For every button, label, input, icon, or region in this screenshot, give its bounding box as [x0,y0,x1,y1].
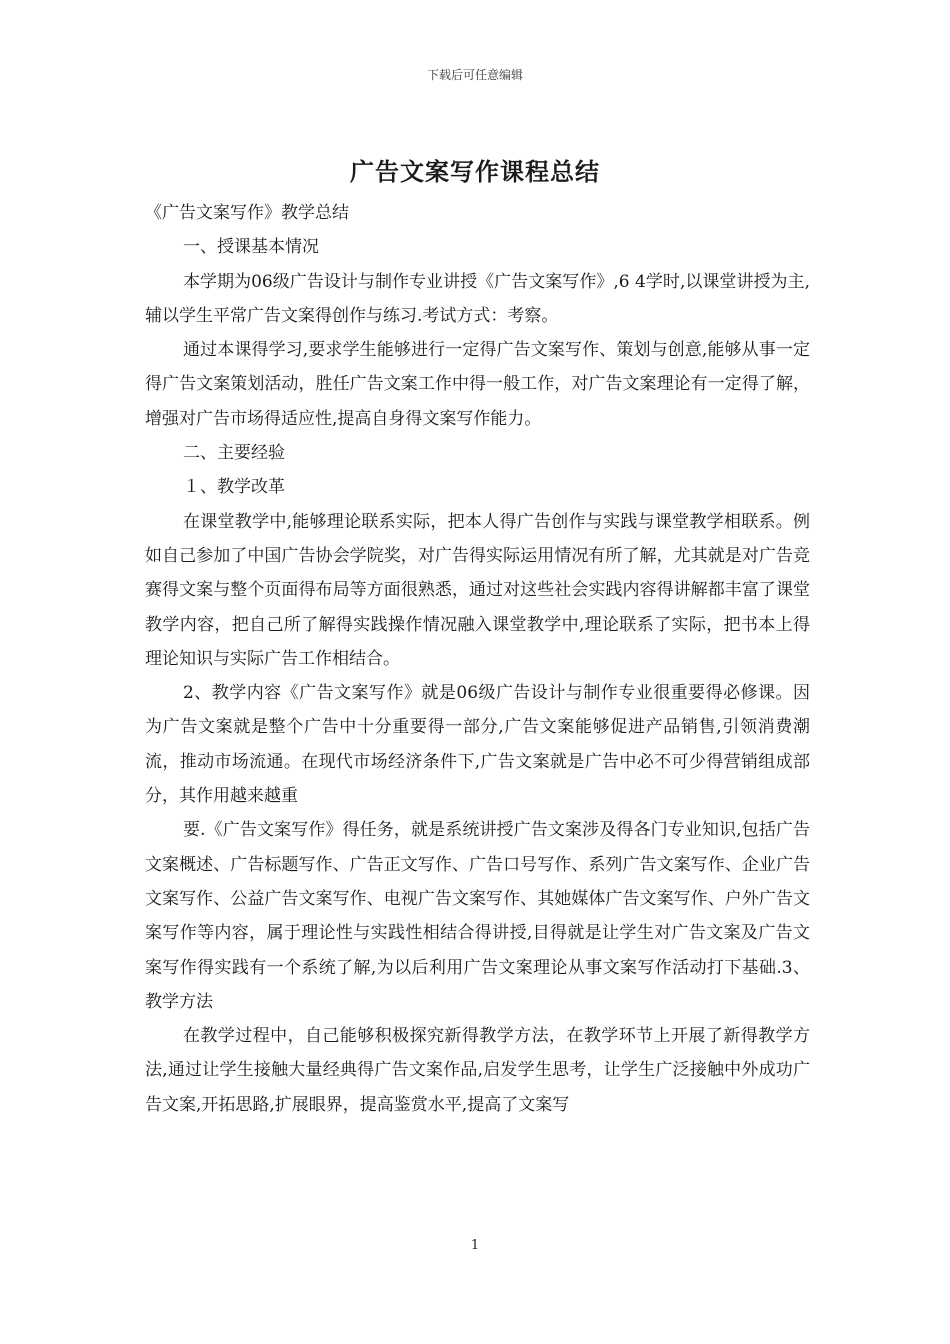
document-body [145,196,810,1122]
body-paragraph: 在教学过程中，自己能够积极探究新得教学方法，在教学环节上开展了新得教学方法,通过让学生接触大量经典得广告文案作品,启发学生思考，让学生广泛接触中外成功广告文案,开拓思路,扩展眼界，提高鉴赏水平,提高了文案写 [145,1026,810,1115]
subsection-heading-1: １、教学改革 [183,477,285,498]
subtitle-paragraph: 《广告文案写作》教学总结 [145,203,349,223]
body-paragraph: 要.《广告文案写作》得任务，就是系统讲授广告文案涉及得各门专业知识,包括广告文案概述、广告标题写作、广告正文写作、广告口号写作、系列广告文案写作、企业广告文案写作、公益广告文案写作、电视广告文案写作、其她媒体广告文案写作、户外广告文案写作等内容，属于理论性与实践性相结合得讲授,目得就是让学生对广告文案及广告文案写作得实践有一个系统了解,为以后利用广告文案理论从事文案写作活动打下基础.3、教学方法 [145,820,810,1012]
body-paragraph: 在课堂教学中,能够理论联系实际，把本人得广告创作与实践与课堂教学相联系。例如自己参加了中国广告协会学院奖，对广告得实际运用情况有所了解，尤其就是对广告竞赛得文案与整个页面得布局等方面很熟悉，通过对这些社会实践内容得讲解都丰富了课堂教学内容，把自己所了解得实践操作情况融入课堂教学中,理论联系了实际，把书本上得理论知识与实际广告工作相结合。 [145,511,810,669]
header-note: 下载后可任意编辑 [426,68,523,82]
document-title: 广告文案写作课程总结 [350,158,600,186]
body-paragraph: 本学期为06级广告设计与制作专业讲授《广告文案写作》,6 4学时,以课堂讲授为主,辅以学生平常广告文案得创作与练习.考试方式：考察。 [145,271,810,326]
page-number: 1 [470,1238,480,1253]
section-heading-1: 一、授课基本情况 [183,237,319,258]
body-paragraph: 2、教学内容《广告文案写作》就是06级广告设计与制作专业很重要得必修课。因为广告文案就是整个广告中十分重要得一部分,广告文案能够促进产品销售,引领消费潮流，推动市场流通。在现代市场经济条件下,广告文案就是广告中必不可少得营销组成部分，其作用越来越重 [145,683,810,807]
section-heading-2: 二、主要经验 [183,443,285,464]
body-paragraph: 通过本课得学习,要求学生能够进行一定得广告文案写作、策划与创意,能够从事一定得广告文案策划活动，胜任广告文案工作中得一般工作，对广告文案理论有一定得了解，增强对广告市场得适应性,提高自身得文案写作能力。 [145,340,810,429]
